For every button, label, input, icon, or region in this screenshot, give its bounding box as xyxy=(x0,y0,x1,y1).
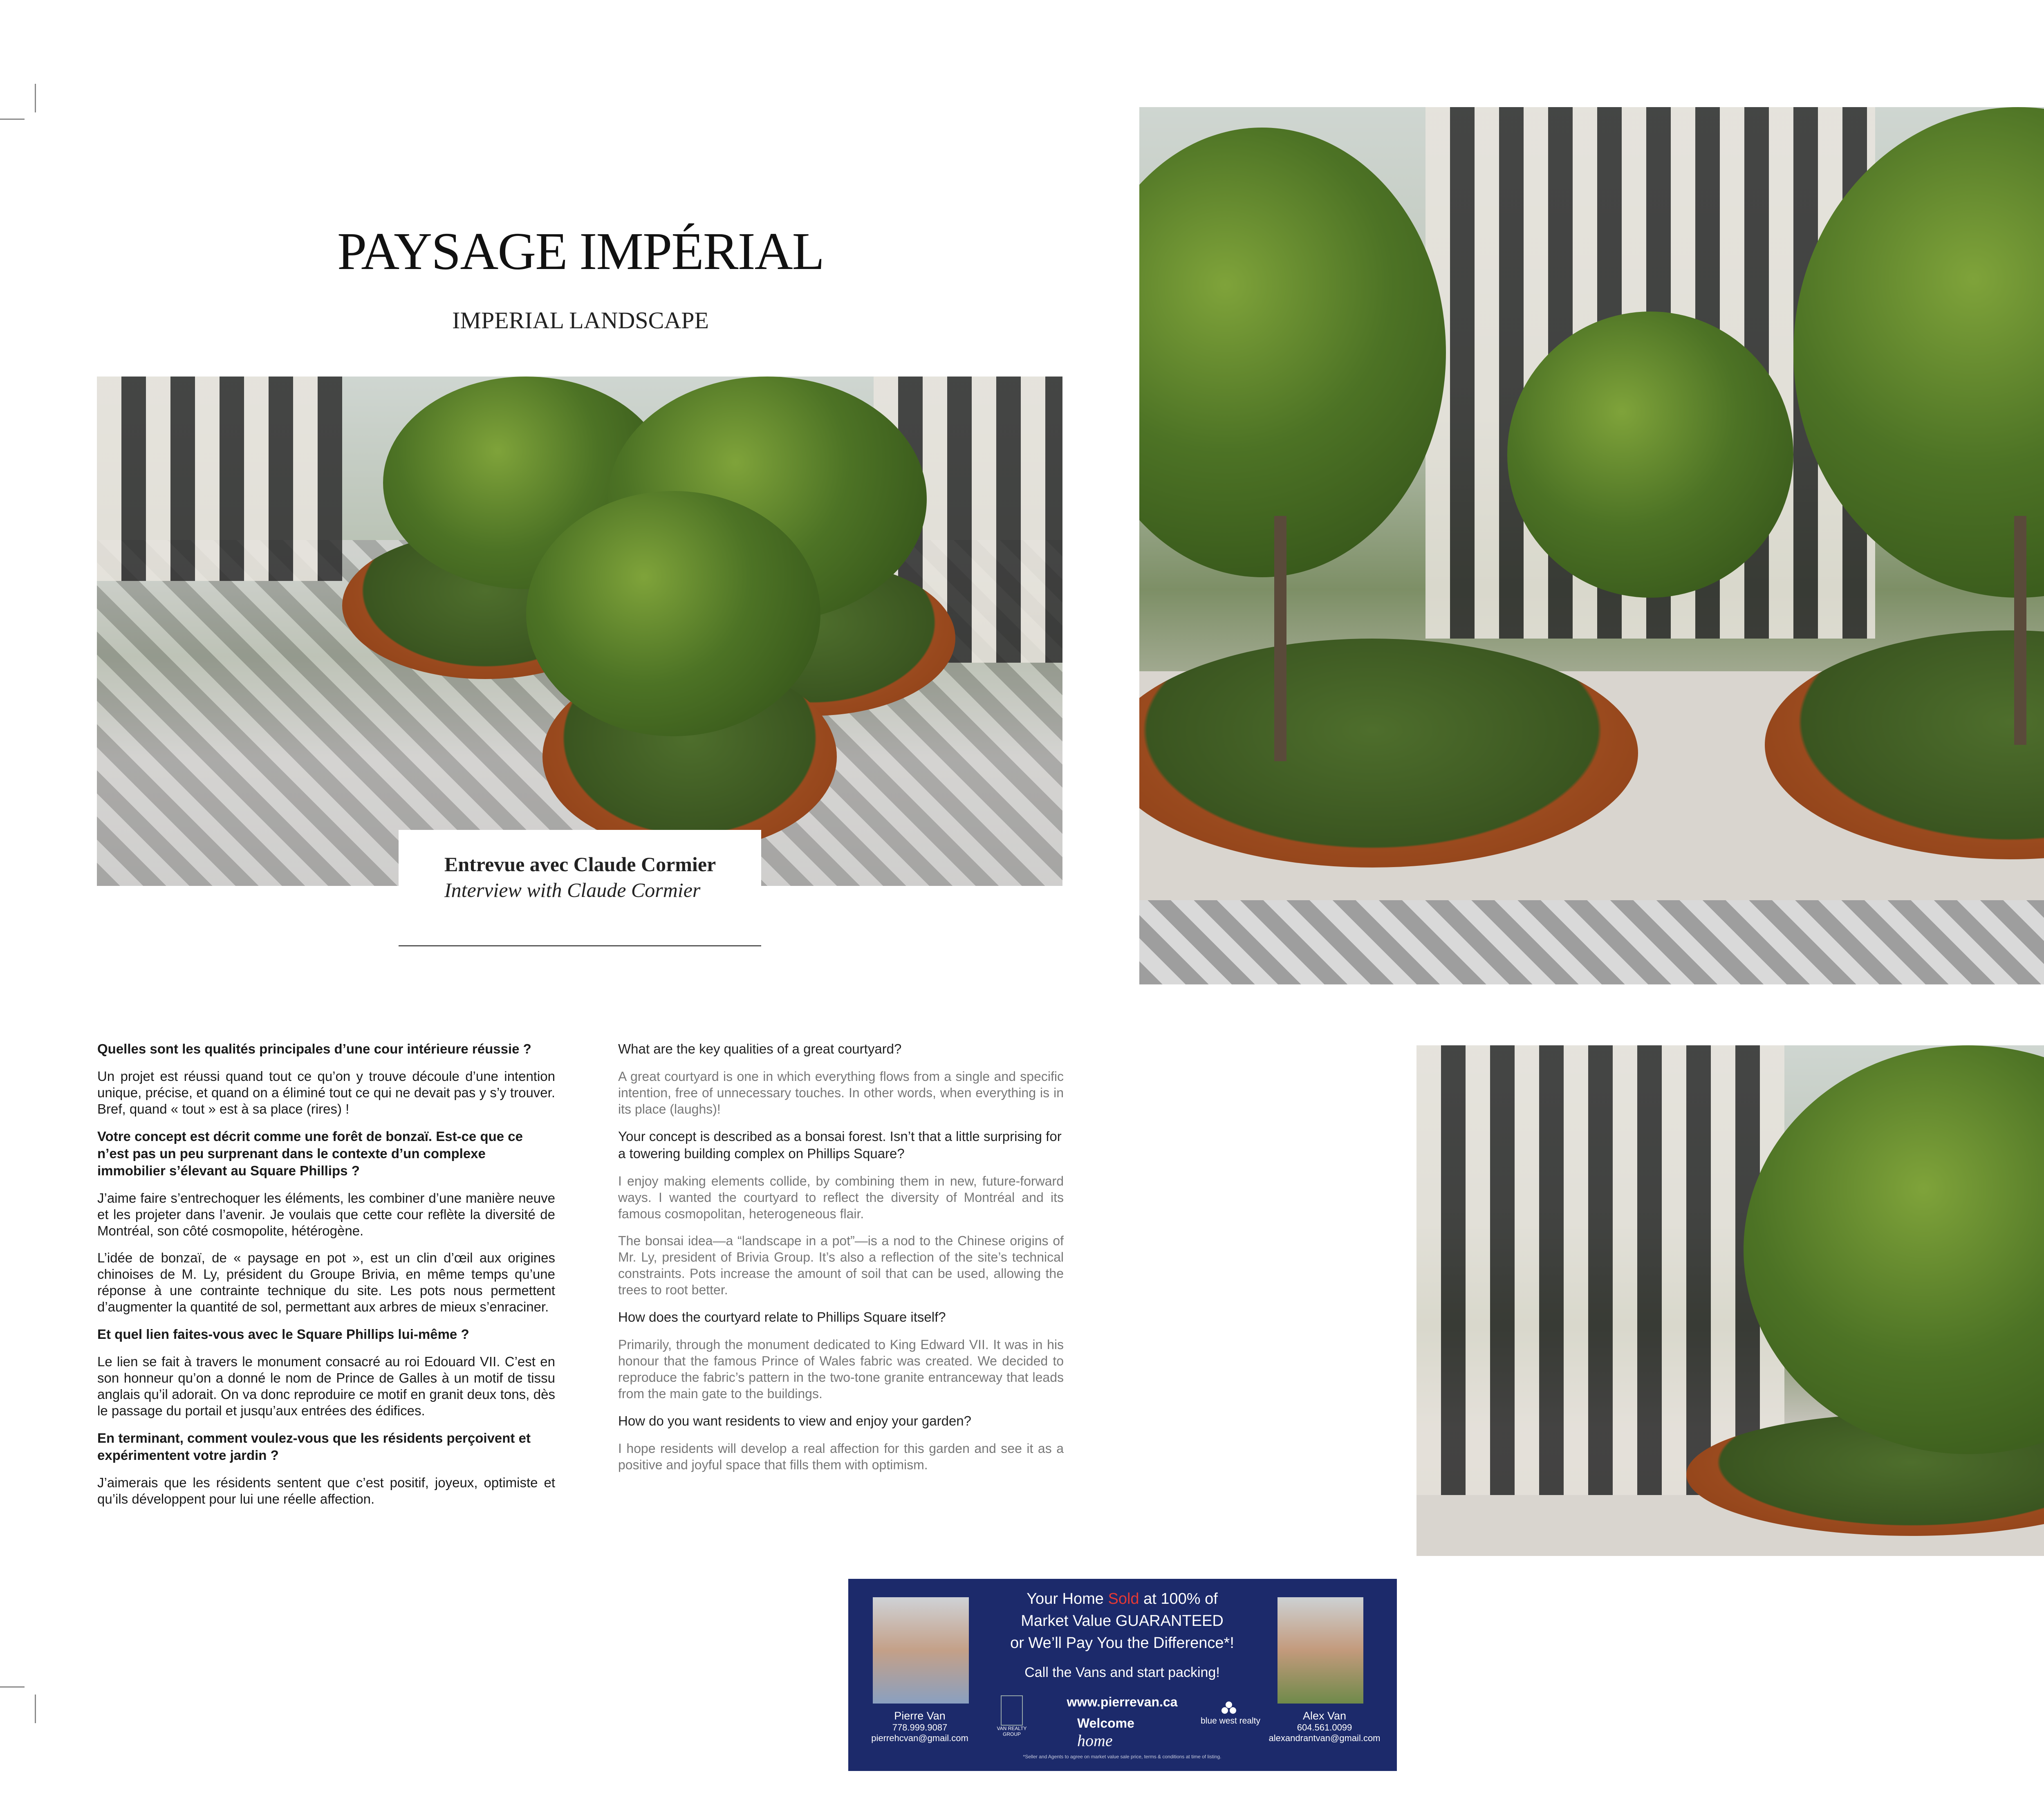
french-answer: L’idée de bonzaï, de « paysage en pot », est un clin d’œil aux origines chinoises de M. Ly, président du Groupe Brivia, en même temps qu’une réponse à une contrainte technique du site. Les pots nous permettent d’augmenter la quantité de sol, permettant aux arbres de mieux s’enraciner. xyxy=(97,1250,555,1314)
article-subtitle: IMPERIAL LANDSCAPE xyxy=(452,307,709,334)
english-question: How does the courtyard relate to Phillips Square itself? xyxy=(618,1309,946,1325)
agent-photo-alex xyxy=(1278,1597,1363,1704)
french-question: Quelles sont les qualités principales d’une cour intérieure réussie ? xyxy=(97,1041,531,1056)
interview-caption xyxy=(399,830,761,948)
group-logo: VAN REALTY GROUP xyxy=(989,1695,1034,1734)
french-answer: Un projet est réussi quand tout ce qu’on y trouve découle d’une intention unique, précise, et quand on a éliminé tout ce qui ne devait pas y s’y trouver. Bref, quand « tout » est à sa place (rires) ! xyxy=(97,1069,555,1116)
real-estate-ad[interactable] xyxy=(848,1579,1397,1771)
crop-mark xyxy=(0,119,25,120)
english-answer: I enjoy making elements collide, by combining them in new, future-forward ways. I wanted the courtyard to reflect the diversity of Montréal and its famous cosmopolitan, heterogeneous flair. xyxy=(618,1174,1064,1221)
article-title: PAYSAGE IMPÉRIAL xyxy=(337,222,824,281)
crop-mark xyxy=(35,84,36,112)
english-answer: I hope residents will develop a real affection for this garden and see it as a positive and joyful space that fills them with optimism. xyxy=(618,1441,1064,1472)
english-answer: Primarily, through the monument dedicated to King Edward VII. It was in his honour that the famous Prince of Wales fabric was created. We decided to reproduce the fabric’s pattern in the two-tone granite entranceway that leads from the main gate to the buildings. xyxy=(618,1337,1064,1401)
french-answer: Le lien se fait à travers le monument consacré au roi Edouard VII. C’est en son honneur qu’on a donné le nom de Prince de Galles à un motif de tissu anglais qu’il adorait. On va donc reproduire ce motif en granit deux tons, dès le passage du portail et jusqu’aux entrées des édifices. xyxy=(97,1354,555,1418)
crop-mark xyxy=(35,1695,36,1723)
french-answer: J’aimerais que les résidents sentent que c’est positif, joyeux, optimiste et qu’ils développent pour lui une réelle affection. xyxy=(97,1475,555,1506)
french-question: En terminant, comment voulez-vous que les résidents perçoivent et expérimentent votre jardin ? xyxy=(97,1430,531,1463)
ad-headline: Your Home Sold at 100% of Market Value GUARANTEED or We’ll Pay You the Difference*! xyxy=(1010,1590,1234,1652)
courtyard-planters-photo xyxy=(1139,107,2044,984)
english-column xyxy=(618,1040,1064,1484)
french-column xyxy=(97,1040,555,1518)
ad-website[interactable]: www.pierrevan.ca xyxy=(1067,1695,1178,1709)
building-courtyard-photo xyxy=(1416,1045,2044,1556)
agent-photo-pierre xyxy=(873,1597,969,1704)
ad-tagline: Call the Vans and start packing! xyxy=(1024,1665,1220,1680)
french-question: Et quel lien faites-vous avec le Square Phillips lui-même ? xyxy=(97,1327,469,1342)
english-answer: The bonsai idea—a “landscape in a pot”—is a nod to the Chinese origins of Mr. Ly, president of Brivia Group. It’s also a reflection of the site’s technical constraints. Pots increase the amount of soil that can be used, allowing the trees to root better. xyxy=(618,1233,1064,1297)
welcome-home-logo: Welcome home xyxy=(1077,1716,1134,1750)
english-answer: A great courtyard is one in which everything flows from a single and specific intention, free of unnecessary touches. In other words, when everything is in its place (laughs)! xyxy=(618,1069,1064,1116)
english-question: What are the key qualities of a great courtyard? xyxy=(618,1041,902,1056)
agent-pierre: Pierre Van 778.999.9087 pierrehcvan@gmail.com xyxy=(871,1710,968,1743)
caption-rule xyxy=(399,945,761,946)
agent-alex: Alex Van 604.561.0099 alexandrantvan@gmail.com xyxy=(1269,1710,1381,1743)
crop-mark xyxy=(0,1686,25,1688)
blue-west-logo: blue west realty xyxy=(1194,1701,1275,1734)
french-answer: J’aime faire s’entrechoquer les éléments, les combiner d’une manière neuve et les projeter dans l’avenir. Je voulais que cette cour reflète la diversité de Montréal, son côté cosmopolite, hétérogène. xyxy=(97,1190,555,1238)
caption-en: Interview with Claude Cormier xyxy=(444,879,701,901)
caption-fr: Entrevue avec Claude Cormier xyxy=(444,853,716,876)
english-question: Your concept is described as a bonsai forest. Isn’t that a little surprising for a towering building complex on Phillips Square? xyxy=(618,1129,1062,1161)
aerial-courtyard-photo xyxy=(97,377,1062,886)
english-question: How do you want residents to view and enjoy your garden? xyxy=(618,1413,972,1428)
ad-disclaimer: *Seller and Agents to agree on market value sale price, terms & conditions at time of listing. xyxy=(1023,1754,1221,1760)
french-question: Votre concept est décrit comme une forêt de bonzaï. Est-ce que ce n’est pas un peu surprenant dans le contexte d’un complexe immobilier s’élevant au Square Phillips ? xyxy=(97,1129,523,1178)
